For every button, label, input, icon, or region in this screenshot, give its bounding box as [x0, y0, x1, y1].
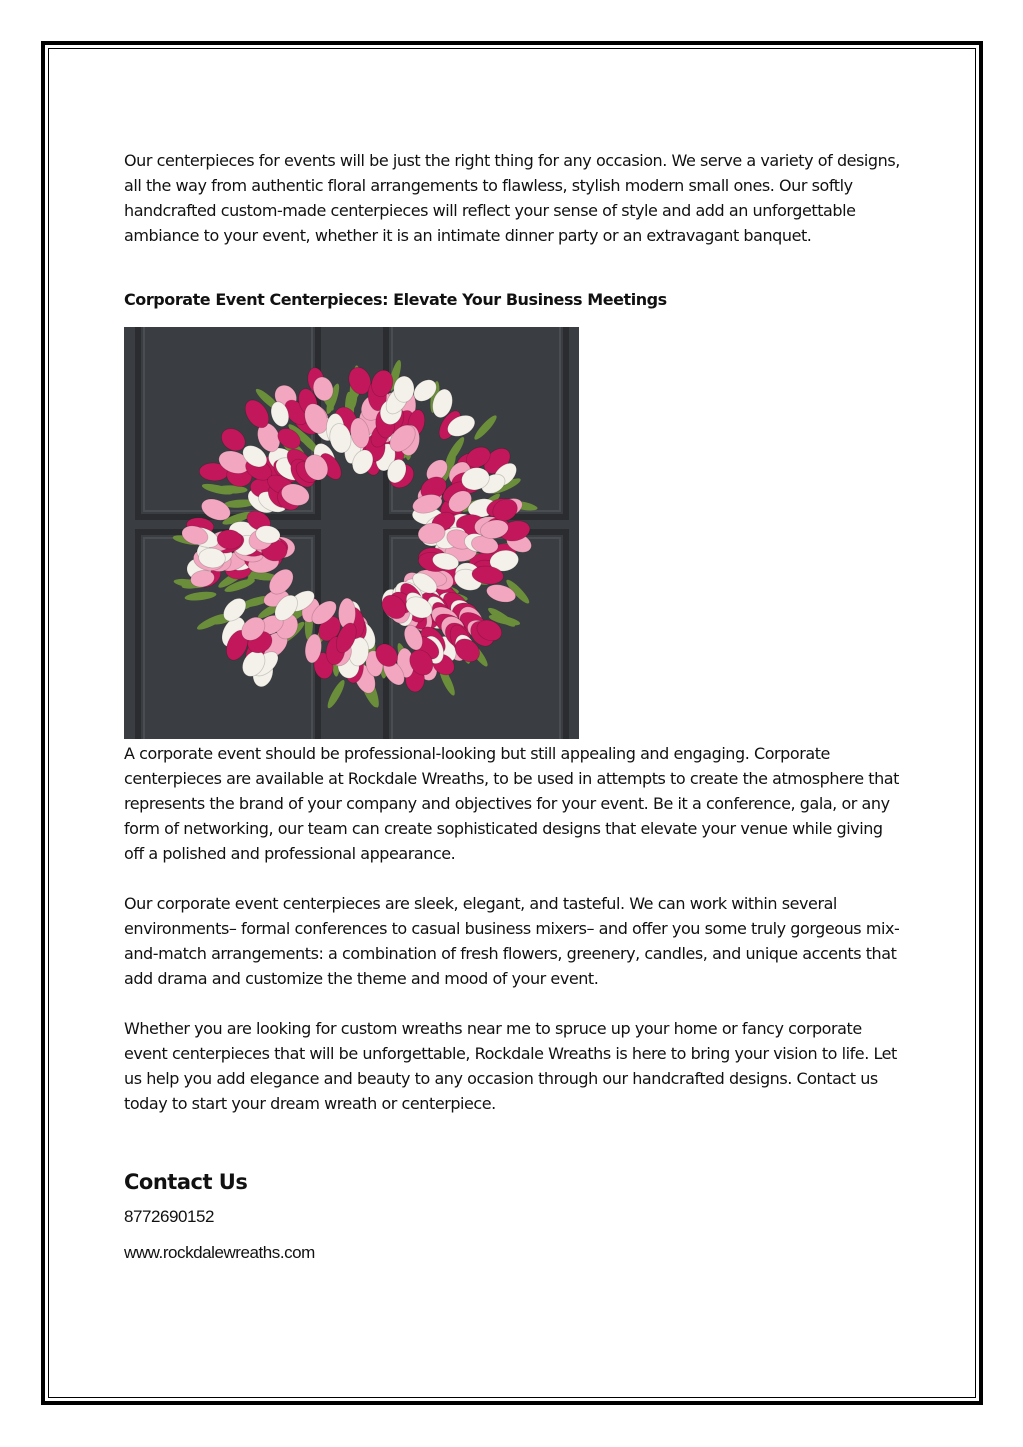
intro-paragraph: Our centerpieces for events will be just the right thing for any occasion. We serve a variety of designs, all the way from authentic floral arrangements to flawless, stylish modern small ones. Our softly handcrafted custom-made centerpieces will reflect your sense of style and add an unforgettable ambiance to your event, whether it is an intimate dinner party or an extravagant banquet.	[124, 151, 900, 245]
contact-phone: 8772690152	[124, 1207, 215, 1226]
wreath-illustration	[124, 327, 579, 739]
section-heading: Corporate Event Centerpieces: Elevate Your Business Meetings	[124, 290, 667, 309]
closing-paragraph: Whether you are looking for custom wreaths near me to spruce up your home or fancy corporate event centerpieces that will be unforgettable, Rockdale Wreaths is here to bring your vision to life. Let us help you add elegance and beauty to any occasion through our handcrafted designs. Contact us today to start your dream wreath or centerpiece.	[124, 1019, 897, 1113]
document-content	[124, 148, 904, 1264]
corporate-paragraph-2: Our corporate event centerpieces are sleek, elegant, and tasteful. We can work within several environments– formal conferences to casual business mixers– and offer you some truly gorgeous mix-and-match arrangements: a combination of fresh flowers, greenery, candles, and unique accents that add drama and customize the theme and mood of your event.	[124, 894, 900, 988]
contact-heading: Contact Us	[124, 1170, 248, 1194]
wreath-image	[124, 327, 579, 739]
contact-website: www.rockdalewreaths.com	[124, 1243, 315, 1262]
corporate-paragraph-1: A corporate event should be professional-looking but still appealing and engaging. Corporate centerpieces are available at Rockdale Wreaths, to be used in attempts to create the atmosphere that represents the brand of your company and objectives for your event. Be it a conference, gala, or any form of networking, our team can create sophisticated designs that elevate your venue while giving off a polished and professional appearance.	[124, 744, 899, 863]
